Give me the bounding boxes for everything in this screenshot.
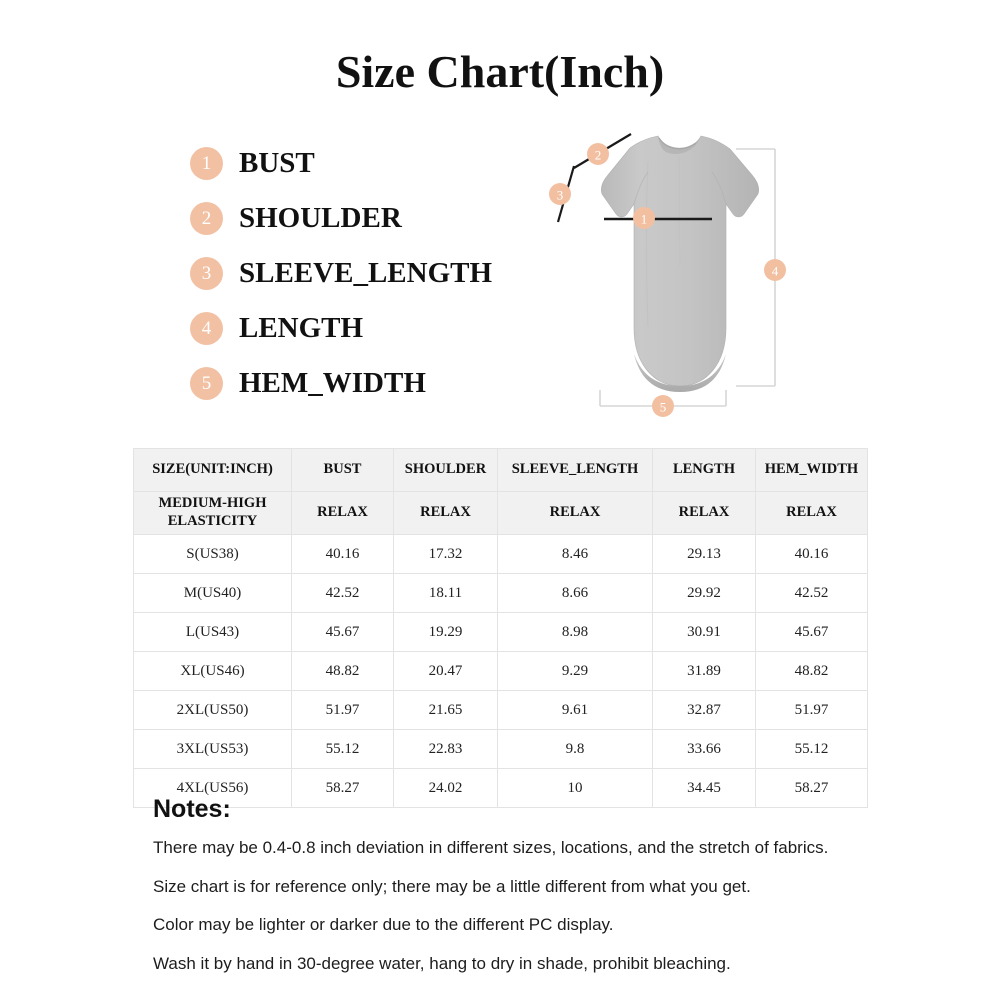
- cell-shoulder: 24.02: [394, 769, 498, 808]
- legend-badge-2-icon: 2: [190, 202, 223, 235]
- legend-badge-5-icon: 5: [190, 367, 223, 400]
- cell-size: 2XL(US50): [134, 691, 292, 730]
- cell-length: 32.87: [653, 691, 756, 730]
- diagram-marker-2: [587, 143, 609, 165]
- diagram-marker-5-label: 5: [659, 399, 667, 415]
- column-header-size: SIZE(UNIT:INCH): [134, 449, 292, 492]
- cell-bust: 58.27: [292, 769, 394, 808]
- note-line-deviation: There may be 0.4-0.8 inch deviation in different sizes, locations, and the stretch of fabrics.: [153, 838, 829, 857]
- note-line-washing: Wash it by hand in 30-degree water, hang to dry in shade, prohibit bleaching.: [153, 953, 731, 973]
- legend-label-bust: BUST: [239, 147, 315, 179]
- legend-badge-1-icon: 1: [190, 147, 223, 180]
- cell-size: 4XL(US56): [134, 769, 292, 808]
- cell-bust: 42.52: [292, 574, 394, 613]
- cell-sleeve-length: 8.46: [498, 535, 653, 574]
- diagram-marker-1-label: 1: [640, 211, 648, 227]
- legend-label-shoulder: SHOULDER: [239, 202, 402, 234]
- cell-length: 33.66: [653, 730, 756, 769]
- table-row: [134, 613, 868, 652]
- column-subheader-bust-relax: RELAX: [292, 492, 394, 535]
- column-header-bust: BUST: [292, 449, 394, 492]
- cell-hem-width: 51.97: [756, 691, 868, 730]
- legend-item-bust: [190, 136, 530, 191]
- cell-sleeve-length: 10: [498, 769, 653, 808]
- tshirt-body-shape: [601, 136, 759, 392]
- cell-shoulder: 22.83: [394, 730, 498, 769]
- note-line-reference: Size chart is for reference only; there may be a little different from what you get.: [153, 876, 751, 896]
- legend-item-hem-width: [190, 356, 530, 411]
- cell-hem-width: 42.52: [756, 574, 868, 613]
- cell-bust: 40.16: [292, 535, 394, 574]
- column-header-hem-width: HEM_WIDTH: [756, 449, 868, 492]
- cell-hem-width: 55.12: [756, 730, 868, 769]
- legend-item-length: [190, 301, 530, 356]
- cell-length: 34.45: [653, 769, 756, 808]
- column-subheader-length-relax: RELAX: [653, 492, 756, 535]
- cell-shoulder: 20.47: [394, 652, 498, 691]
- table-row: [134, 730, 868, 769]
- column-subheader-hem-relax: RELAX: [756, 492, 868, 535]
- cell-bust: 51.97: [292, 691, 394, 730]
- cell-sleeve-length: 8.66: [498, 574, 653, 613]
- tshirt-diagram: [530, 118, 830, 418]
- column-subheader-shoulder-relax: RELAX: [394, 492, 498, 535]
- cell-shoulder: 18.11: [394, 574, 498, 613]
- cell-length: 29.13: [653, 535, 756, 574]
- legend-item-sleeve-length: [190, 246, 530, 301]
- notes-heading: Notes:: [153, 795, 231, 823]
- cell-size: L(US43): [134, 613, 292, 652]
- cell-sleeve-length: 9.8: [498, 730, 653, 769]
- note-line-color: Color may be lighter or darker due to the different PC display.: [153, 915, 614, 935]
- cell-shoulder: 21.65: [394, 691, 498, 730]
- table-row: [134, 652, 868, 691]
- diagram-marker-4: [764, 259, 786, 281]
- column-subheader-elasticity: MEDIUM-HIGH ELASTICITY: [134, 492, 292, 535]
- legend-label-length: LENGTH: [239, 312, 364, 344]
- column-subheader-sleeve-relax: RELAX: [498, 492, 653, 535]
- table-row: [134, 691, 868, 730]
- cell-sleeve-length: 9.29: [498, 652, 653, 691]
- cell-size: XL(US46): [134, 652, 292, 691]
- cell-size: S(US38): [134, 535, 292, 574]
- diagram-marker-3: [549, 183, 571, 205]
- cell-hem-width: 48.82: [756, 652, 868, 691]
- legend-item-shoulder: [190, 191, 530, 246]
- cell-shoulder: 19.29: [394, 613, 498, 652]
- legend-badge-4-icon: 4: [190, 312, 223, 345]
- column-header-length: LENGTH: [653, 449, 756, 492]
- legend-label-hem-width: HEM_WIDTH: [239, 367, 426, 399]
- cell-length: 29.92: [653, 574, 756, 613]
- measurement-legend: [190, 136, 530, 411]
- cell-hem-width: 40.16: [756, 535, 868, 574]
- cell-length: 30.91: [653, 613, 756, 652]
- cell-size: 3XL(US53): [134, 730, 292, 769]
- cell-size: M(US40): [134, 574, 292, 613]
- table-header-row-1: [134, 449, 868, 492]
- cell-length: 31.89: [653, 652, 756, 691]
- page-title: Size Chart(Inch): [335, 46, 665, 97]
- cell-bust: 48.82: [292, 652, 394, 691]
- size-chart-table: [133, 448, 868, 808]
- table-row: [134, 535, 868, 574]
- column-header-sleeve-length: SLEEVE_LENGTH: [498, 449, 653, 492]
- notes-section: [153, 795, 913, 991]
- legend-badge-3-icon: 3: [190, 257, 223, 290]
- cell-sleeve-length: 8.98: [498, 613, 653, 652]
- diagram-marker-3-label: 3: [556, 187, 564, 203]
- diagram-marker-1: [633, 207, 655, 229]
- table-row: [134, 574, 868, 613]
- column-header-shoulder: SHOULDER: [394, 449, 498, 492]
- diagram-marker-5: [652, 395, 674, 417]
- legend-label-sleeve-length: SLEEVE_LENGTH: [239, 257, 493, 289]
- cell-sleeve-length: 9.61: [498, 691, 653, 730]
- table-header-row-2: [134, 492, 868, 535]
- cell-hem-width: 58.27: [756, 769, 868, 808]
- diagram-marker-2-label: 2: [594, 147, 602, 163]
- cell-bust: 55.12: [292, 730, 394, 769]
- cell-hem-width: 45.67: [756, 613, 868, 652]
- diagram-marker-4-label: 4: [771, 263, 779, 279]
- cell-bust: 45.67: [292, 613, 394, 652]
- cell-shoulder: 17.32: [394, 535, 498, 574]
